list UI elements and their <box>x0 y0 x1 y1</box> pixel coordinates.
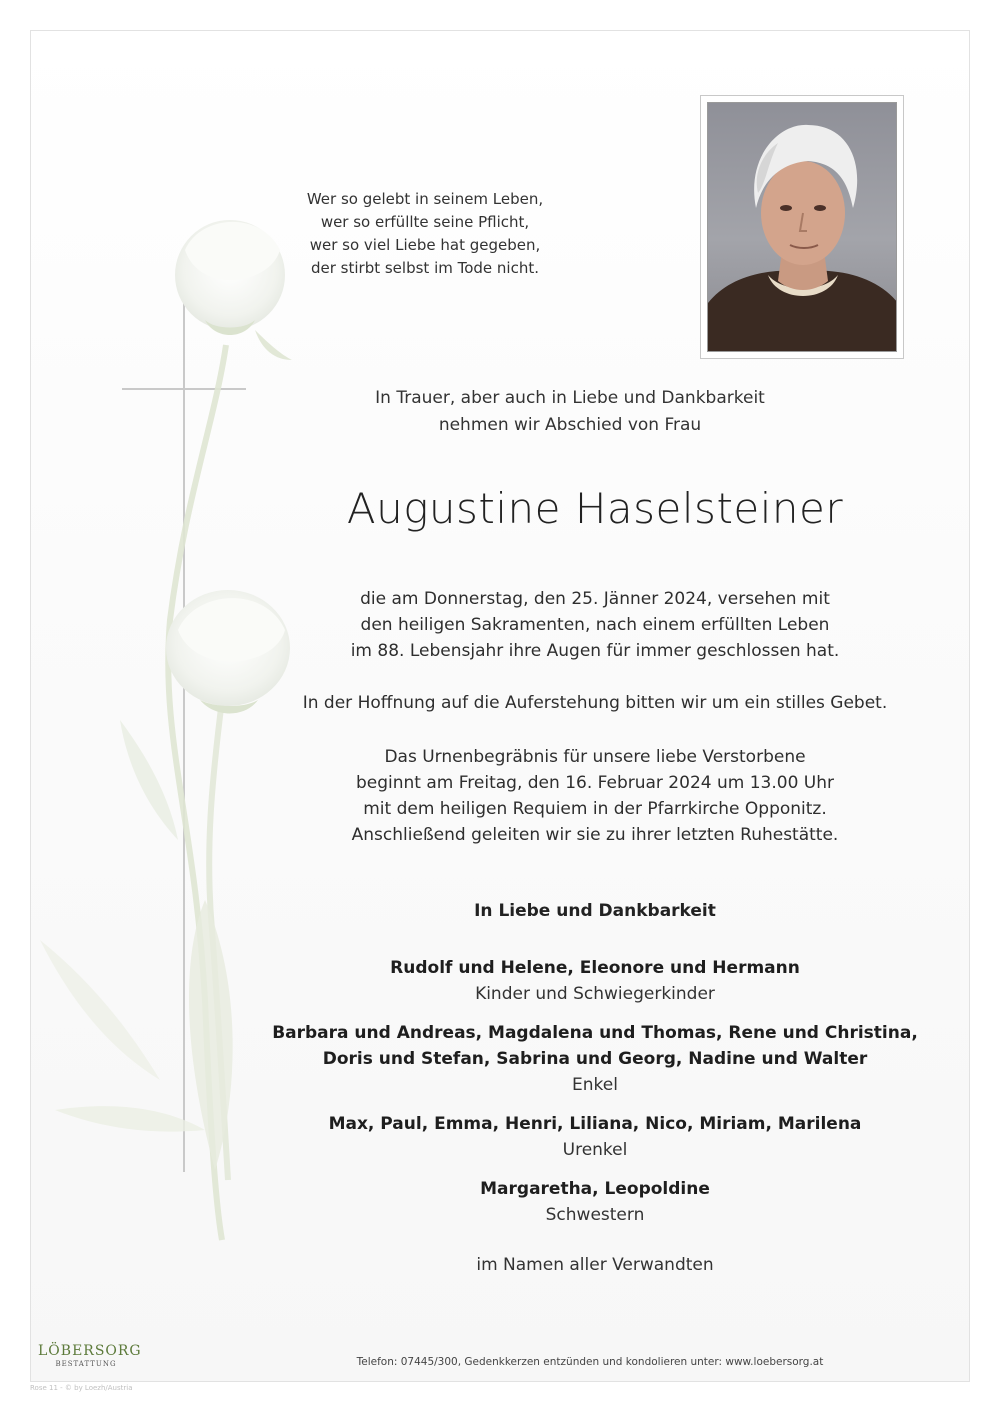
family-relation: Enkel <box>572 1075 618 1095</box>
family-relation: Kinder und Schwiegerkinder <box>475 984 715 1004</box>
family-names: Doris und Stefan, Sabrina und Georg, Nadine und Walter <box>322 1049 868 1069</box>
funeral-details <box>280 744 910 848</box>
logo-subtitle: BESTATTUNG <box>55 1360 117 1368</box>
verse-line: wer so viel Liebe hat gegeben, <box>309 236 541 254</box>
portrait-photo <box>707 102 897 352</box>
death-notice-line: den heiligen Sakramenten, nach einem erfüllten Leben <box>360 615 830 635</box>
portrait-frame <box>700 95 904 359</box>
logo-name: LÖBERSORG <box>38 1343 142 1359</box>
family-group-great-grandchildren <box>270 1111 920 1163</box>
deceased-name: Augustine Haselsteiner <box>346 484 844 533</box>
farewell-intro <box>320 385 820 439</box>
verse-line: Wer so gelebt in seinem Leben, <box>306 190 544 208</box>
thanks-heading: In Liebe und Dankbarkeit <box>474 901 716 921</box>
funeral-line: Das Urnenbegräbnis für unsere liebe Verstorbene <box>384 747 806 767</box>
footer-contact: Telefon: 07445/300, Gedenkkerzen entzünden und kondolieren unter: www.loebersorg.at <box>356 1356 824 1368</box>
image-credit: Rose 11 - © by Loezh/Austria <box>30 1384 133 1392</box>
death-notice <box>280 586 910 664</box>
prayer-request <box>280 690 910 716</box>
intro-line: In Trauer, aber auch in Liebe und Dankbarkeit <box>375 388 765 408</box>
prayer-line: In der Hoffnung auf die Auferstehung bitten wir um ein stilles Gebet. <box>302 693 888 713</box>
family-names: Margaretha, Leopoldine <box>480 1179 710 1199</box>
funeral-line: mit dem heiligen Requiem in der Pfarrkirche Opponitz. <box>363 799 827 819</box>
family-names: Max, Paul, Emma, Henri, Liliana, Nico, Miriam, Marilena <box>328 1114 862 1134</box>
family-group-children <box>270 955 920 1007</box>
death-notice-line: die am Donnerstag, den 25. Jänner 2024, versehen mit <box>360 589 830 609</box>
family-names: Rudolf und Helene, Eleonore und Hermann <box>390 958 800 978</box>
family-names: Barbara und Andreas, Magdalena und Thomas, Rene und Christina, <box>272 1023 918 1043</box>
family-relation: Urenkel <box>562 1140 628 1160</box>
funeral-line: beginnt am Freitag, den 16. Februar 2024 um 13.00 Uhr <box>355 773 834 793</box>
memorial-verse <box>300 188 550 280</box>
verse-line: der stirbt selbst im Tode nicht. <box>310 259 540 277</box>
funeral-line: Anschließend geleiten wir sie zu ihrer letzten Ruhestätte. <box>351 825 839 845</box>
family-group-sisters <box>270 1176 920 1228</box>
death-notice-line: im 88. Lebensjahr ihre Augen für immer geschlossen hat. <box>350 641 840 661</box>
family-relation: Schwestern <box>545 1205 645 1225</box>
funeral-home-logo <box>38 1343 142 1368</box>
portrait-illustration <box>708 103 897 352</box>
rose-top <box>175 220 285 335</box>
family-group-grandchildren <box>270 1020 920 1098</box>
closing-line: im Namen aller Verwandten <box>476 1255 714 1275</box>
verse-line: wer so erfüllte seine Pflicht, <box>320 213 530 231</box>
intro-line: nehmen wir Abschied von Frau <box>438 415 702 435</box>
